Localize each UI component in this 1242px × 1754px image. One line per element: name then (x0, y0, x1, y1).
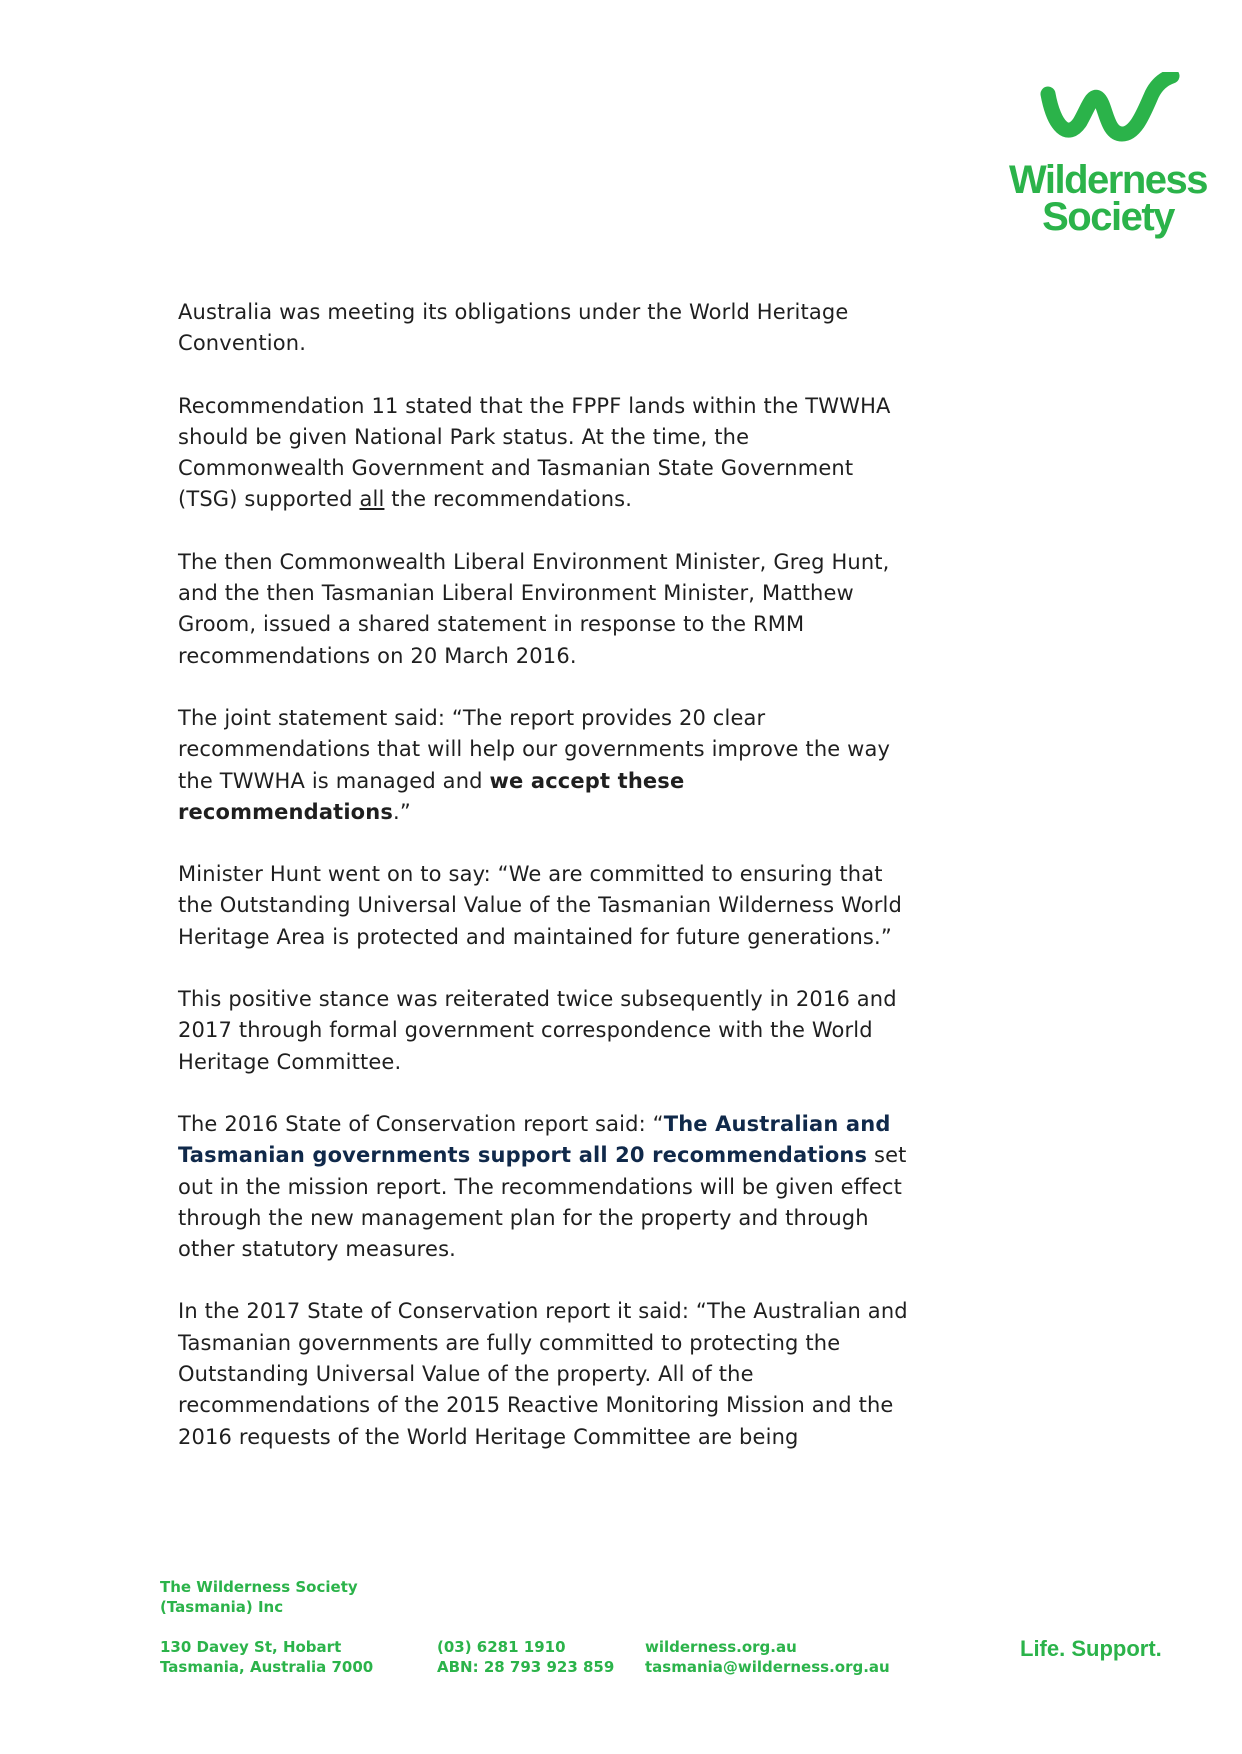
paragraph (178, 391, 918, 516)
paragraph-text: the recommendations. (384, 487, 633, 512)
paragraph-text: .” (393, 799, 411, 824)
emphasis-text: The Australian and Tasmanian governments support all 20 recommendations (178, 1111, 891, 1168)
footer-address (160, 1637, 373, 1677)
tagline: Life. Support. (1020, 1636, 1162, 1661)
footer-contact (437, 1637, 614, 1677)
paragraph-text: Minister Hunt went on to say: “We are committed to ensuring that the Outstanding Universal Value of the Tasmanian Wilderness World Heritage Area is protected and maintained for future generations.” (178, 862, 902, 949)
footer-org-line-2: (Tasmania) Inc (160, 1598, 284, 1616)
footer-org-line-1: The Wilderness Society (160, 1578, 358, 1596)
paragraph-text: Australia was meeting its obligations under the World Heritage Convention. (178, 300, 849, 356)
paragraph-text: The joint statement said: “The report provides 20 clear recommendations that will help our governments improve the way the TWWHA is managed and (178, 705, 891, 793)
paragraph-text: In the 2017 State of Conservation report it said: “The Australian and Tasmanian governments are fully committed to protecting the Outstanding Universal Value of the property. All of the recommendations of the 2015 Reactive Monitoring Mission and the 2016 requests of the World Heritage Committee are being (178, 1299, 908, 1449)
letter-body (178, 297, 918, 1484)
footer-phone: (03) 6281 1910 (437, 1638, 566, 1656)
w-mark-icon (1040, 72, 1180, 150)
paragraph-text: This positive stance was reiterated twice subsequently in 2016 and 2017 through formal government correspondence with the World Heritage Committee. (178, 987, 897, 1074)
footer-abn: ABN: 28 793 923 859 (437, 1658, 615, 1676)
paragraph-text: The then Commonwealth Liberal Environment Minister, Greg Hunt, and the then Tasmanian Liberal Environment Minister, Matthew Groom, issued a shared statement in response to the RMM recommendations on 20 March 2016. (178, 549, 890, 668)
paragraph-text: Recommendation 11 stated that the FPPF lands within the TWWHA should be given National Park status. At the time, the Commonwealth Government and Tasmanian State Government (TSG) supported (178, 393, 891, 512)
paragraph (178, 859, 918, 953)
footer-email-link[interactable]: tasmania@wilderness.org.au (645, 1658, 890, 1676)
paragraph (178, 297, 918, 360)
paragraph (178, 547, 918, 672)
paragraph (178, 703, 918, 828)
paragraph (178, 1109, 918, 1265)
footer-web (645, 1637, 890, 1677)
paragraph-text: The 2016 State of Conservation report said: “ (178, 1111, 664, 1136)
wilderness-society-logo (1000, 72, 1216, 252)
logo-line-2: Society (1042, 195, 1174, 239)
logo-wordmark (1000, 158, 1216, 239)
footer-website-link[interactable]: wilderness.org.au (645, 1638, 797, 1656)
footer-organisation (160, 1577, 358, 1617)
paragraph (178, 984, 918, 1078)
emphasis-text: all (359, 487, 385, 512)
footer-address-line-2: Tasmania, Australia 7000 (160, 1658, 374, 1676)
footer-address-line-1: 130 Davey St, Hobart (160, 1638, 342, 1656)
emphasis-text: we accept these recommendations (178, 768, 685, 824)
logo-line-1: Wilderness (1008, 158, 1208, 202)
paragraph-text: set out in the mission report. The recommendations will be given effect through the new management plan for the property and through other statutory measures. (178, 1143, 907, 1262)
paragraph (178, 1296, 918, 1452)
